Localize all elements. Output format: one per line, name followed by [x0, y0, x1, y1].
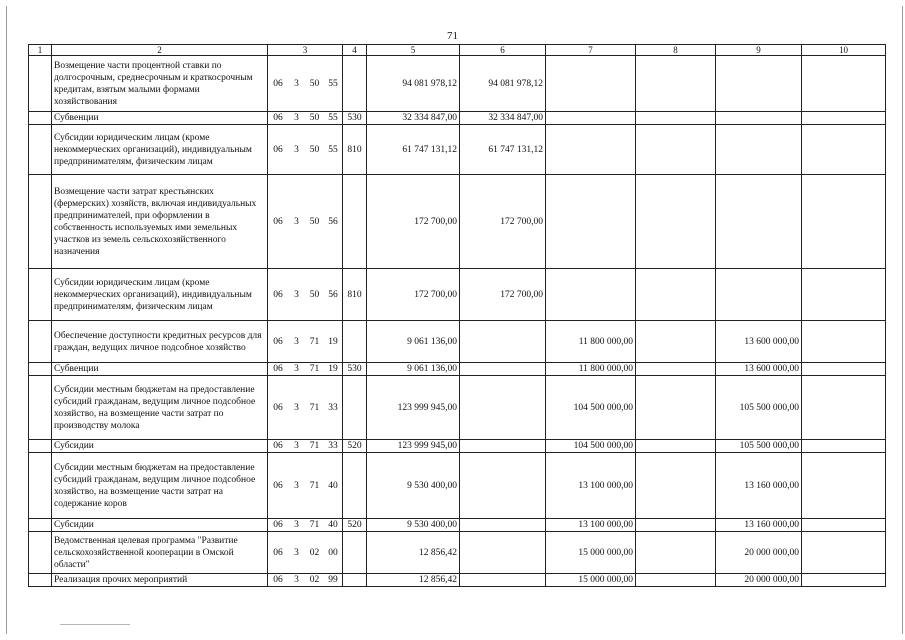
code-segment: 06 — [273, 547, 283, 558]
footer-line — [60, 624, 130, 625]
row-col5-amount: 9 530 400,00 — [367, 519, 460, 532]
row-col10-amount — [802, 574, 886, 587]
code-segment: 99 — [328, 575, 338, 585]
row-col8-amount — [636, 532, 716, 574]
row-col10-amount — [802, 519, 886, 532]
code-segment: 06 — [273, 575, 283, 585]
row-col7-amount: 15 000 000,00 — [546, 532, 636, 574]
code-segment: 06 — [273, 520, 283, 530]
row-description: Возмещение части затрат крестьянских (фермерских) хозяйств, включая индивидуальных предпринимателей, при оформлении в собственность используемых ими земельных участков из земель сельскохозяйственного назначения — [52, 175, 268, 269]
table-row — [29, 532, 886, 574]
row-code — [268, 175, 343, 269]
code-segment: 3 — [294, 113, 299, 123]
code-segment: 71 — [309, 364, 320, 374]
code-segment: 3 — [294, 441, 299, 451]
row-col9-amount: 13 600 000,00 — [716, 363, 802, 376]
code-segment: 06 — [273, 216, 283, 227]
row-description: Ведомственная целевая программа "Развитие сельскохозяйственной кооперации в Омской области" — [52, 532, 268, 574]
row-description: Субсидии — [52, 519, 268, 532]
code-segment: 50 — [309, 78, 320, 89]
row-index-cell — [29, 321, 52, 363]
row-col6-amount — [460, 453, 546, 519]
table-row — [29, 56, 886, 112]
code-segment: 50 — [309, 216, 320, 227]
header-col-6: 6 — [460, 45, 546, 56]
row-col6-amount: 172 700,00 — [460, 175, 546, 269]
row-col7-amount — [546, 125, 636, 175]
row-code — [268, 440, 343, 453]
table-row — [29, 376, 886, 440]
row-col10-amount — [802, 56, 886, 112]
row-col9-amount: 105 500 000,00 — [716, 376, 802, 440]
table-body — [29, 45, 886, 587]
code-segment: 3 — [294, 289, 299, 300]
row-code — [268, 519, 343, 532]
table-row — [29, 321, 886, 363]
code-segment: 56 — [328, 216, 338, 227]
row-col7-amount — [546, 175, 636, 269]
row-col8-amount — [636, 440, 716, 453]
row-col8-amount — [636, 175, 716, 269]
row-col7-amount: 104 500 000,00 — [546, 376, 636, 440]
row-col5-amount: 12 856,42 — [367, 574, 460, 587]
code-segment: 3 — [294, 520, 299, 530]
row-index-cell — [29, 532, 52, 574]
budget-table — [28, 44, 886, 587]
row-col9-amount: 20 000 000,00 — [716, 532, 802, 574]
code-segment: 50 — [309, 144, 320, 155]
row-col9-amount: 20 000 000,00 — [716, 574, 802, 587]
row-col7-amount: 13 100 000,00 — [546, 453, 636, 519]
code-segment: 06 — [273, 364, 283, 374]
row-description: Субвенции — [52, 112, 268, 125]
code-segment: 3 — [294, 547, 299, 558]
row-col9-amount — [716, 112, 802, 125]
row-col5-amount: 9 061 136,00 — [367, 363, 460, 376]
row-expense-type — [343, 532, 367, 574]
code-segment: 3 — [294, 575, 299, 585]
code-segment: 71 — [309, 402, 320, 413]
row-col8-amount — [636, 112, 716, 125]
code-segment: 06 — [273, 441, 283, 451]
code-segment: 06 — [273, 480, 283, 491]
row-description: Субсидии местным бюджетам на предоставление субсидий гражданам, ведущим личное подсобное хозяйство, на возмещение части затрат по производству молока — [52, 376, 268, 440]
code-segment: 71 — [309, 520, 320, 530]
page-right-edge — [902, 6, 903, 634]
row-code — [268, 574, 343, 587]
row-col10-amount — [802, 440, 886, 453]
code-segment: 02 — [309, 575, 320, 585]
row-col10-amount — [802, 112, 886, 125]
row-index-cell — [29, 269, 52, 321]
row-expense-type — [343, 574, 367, 587]
header-col-1: 1 — [29, 45, 52, 56]
code-segment: 3 — [294, 480, 299, 491]
code-segment: 19 — [328, 364, 338, 374]
row-col9-amount — [716, 125, 802, 175]
code-segment: 3 — [294, 364, 299, 374]
row-col9-amount: 13 160 000,00 — [716, 453, 802, 519]
page-number: 71 — [447, 30, 458, 42]
row-code — [268, 321, 343, 363]
row-col7-amount — [546, 112, 636, 125]
row-expense-type: 810 — [343, 269, 367, 321]
code-segment: 33 — [328, 441, 338, 451]
row-col6-amount — [460, 532, 546, 574]
row-index-cell — [29, 112, 52, 125]
code-segment: 3 — [294, 336, 299, 347]
row-code — [268, 269, 343, 321]
row-description: Субсидии юридическим лицам (кроме некоммерческих организаций), индивидуальным предпринимателям, физическим лицам — [52, 125, 268, 175]
row-index-cell — [29, 453, 52, 519]
code-segment: 50 — [309, 113, 320, 123]
code-segment: 50 — [309, 289, 320, 300]
row-col8-amount — [636, 453, 716, 519]
code-segment: 71 — [309, 480, 320, 491]
row-col5-amount: 123 999 945,00 — [367, 376, 460, 440]
row-col9-amount — [716, 56, 802, 112]
row-col9-amount: 13 600 000,00 — [716, 321, 802, 363]
row-index-cell — [29, 125, 52, 175]
row-col7-amount — [546, 56, 636, 112]
row-code — [268, 453, 343, 519]
row-col8-amount — [636, 574, 716, 587]
row-expense-type: 530 — [343, 112, 367, 125]
code-segment: 19 — [328, 336, 338, 347]
code-segment: 00 — [328, 547, 338, 558]
header-row — [29, 45, 886, 56]
row-description: Субсидии — [52, 440, 268, 453]
row-description: Субвенции — [52, 363, 268, 376]
row-col6-amount — [460, 519, 546, 532]
row-col10-amount — [802, 321, 886, 363]
table-row — [29, 440, 886, 453]
row-col7-amount: 15 000 000,00 — [546, 574, 636, 587]
header-col-7: 7 — [546, 45, 636, 56]
header-col-9: 9 — [716, 45, 802, 56]
code-segment: 06 — [273, 289, 283, 300]
row-col8-amount — [636, 363, 716, 376]
row-col5-amount: 172 700,00 — [367, 269, 460, 321]
row-col6-amount — [460, 363, 546, 376]
row-col8-amount — [636, 269, 716, 321]
table-row — [29, 574, 886, 587]
code-segment: 3 — [294, 144, 299, 155]
header-col-4: 4 — [343, 45, 367, 56]
row-col5-amount: 12 856,42 — [367, 532, 460, 574]
row-col7-amount: 104 500 000,00 — [546, 440, 636, 453]
code-segment: 06 — [273, 336, 283, 347]
row-expense-type: 530 — [343, 363, 367, 376]
code-segment: 06 — [273, 144, 283, 155]
row-description: Возмещение части процентной ставки по долгосрочным, среднесрочным и краткосрочным кредитам, взятым малыми формами хозяйствования — [52, 56, 268, 112]
code-segment: 56 — [328, 289, 338, 300]
row-expense-type: 810 — [343, 125, 367, 175]
table-row — [29, 453, 886, 519]
row-col6-amount: 94 081 978,12 — [460, 56, 546, 112]
code-segment: 55 — [328, 113, 338, 123]
row-expense-type — [343, 56, 367, 112]
table-row — [29, 175, 886, 269]
code-segment: 71 — [309, 336, 320, 347]
row-description: Субсидии юридическим лицам (кроме некоммерческих организаций), индивидуальным предпринимателям, физическим лицам — [52, 269, 268, 321]
row-col5-amount: 32 334 847,00 — [367, 112, 460, 125]
row-col6-amount — [460, 440, 546, 453]
header-col-3: 3 — [268, 45, 343, 56]
header-col-2: 2 — [52, 45, 268, 56]
row-expense-type — [343, 321, 367, 363]
row-description: Субсидии местным бюджетам на предоставление субсидий гражданам, ведущим личное подсобное хозяйство, на возмещение части затрат на содержание коров — [52, 453, 268, 519]
row-index-cell — [29, 440, 52, 453]
row-col5-amount: 9 530 400,00 — [367, 453, 460, 519]
row-expense-type: 520 — [343, 519, 367, 532]
row-col7-amount — [546, 269, 636, 321]
row-index-cell — [29, 574, 52, 587]
code-segment: 3 — [294, 78, 299, 89]
row-col10-amount — [802, 532, 886, 574]
row-col6-amount — [460, 574, 546, 587]
row-expense-type — [343, 175, 367, 269]
row-col6-amount: 61 747 131,12 — [460, 125, 546, 175]
row-code — [268, 112, 343, 125]
code-segment: 40 — [328, 520, 338, 530]
row-col8-amount — [636, 321, 716, 363]
row-code — [268, 125, 343, 175]
row-col9-amount — [716, 269, 802, 321]
row-col10-amount — [802, 453, 886, 519]
row-col6-amount: 172 700,00 — [460, 269, 546, 321]
row-col8-amount — [636, 125, 716, 175]
page-left-edge — [6, 6, 7, 634]
row-col8-amount — [636, 519, 716, 532]
row-col5-amount: 61 747 131,12 — [367, 125, 460, 175]
code-segment: 33 — [328, 402, 338, 413]
row-col6-amount — [460, 376, 546, 440]
row-col10-amount — [802, 376, 886, 440]
row-index-cell — [29, 363, 52, 376]
row-col7-amount: 11 800 000,00 — [546, 363, 636, 376]
row-col5-amount: 172 700,00 — [367, 175, 460, 269]
row-col7-amount: 11 800 000,00 — [546, 321, 636, 363]
code-segment: 06 — [273, 78, 283, 89]
row-code — [268, 376, 343, 440]
row-col6-amount: 32 334 847,00 — [460, 112, 546, 125]
row-expense-type — [343, 453, 367, 519]
header-col-5: 5 — [367, 45, 460, 56]
row-expense-type — [343, 376, 367, 440]
row-index-cell — [29, 519, 52, 532]
row-col8-amount — [636, 376, 716, 440]
row-col9-amount: 105 500 000,00 — [716, 440, 802, 453]
row-col9-amount: 13 160 000,00 — [716, 519, 802, 532]
code-segment: 3 — [294, 402, 299, 413]
row-expense-type: 520 — [343, 440, 367, 453]
row-col10-amount — [802, 175, 886, 269]
row-col5-amount: 9 061 136,00 — [367, 321, 460, 363]
row-index-cell — [29, 56, 52, 112]
row-col6-amount — [460, 321, 546, 363]
row-col7-amount: 13 100 000,00 — [546, 519, 636, 532]
table-row — [29, 363, 886, 376]
row-col10-amount — [802, 363, 886, 376]
table-row — [29, 112, 886, 125]
row-index-cell — [29, 376, 52, 440]
code-segment: 06 — [273, 113, 283, 123]
row-col5-amount: 94 081 978,12 — [367, 56, 460, 112]
row-col5-amount: 123 999 945,00 — [367, 440, 460, 453]
row-code — [268, 56, 343, 112]
code-segment: 06 — [273, 402, 283, 413]
code-segment: 55 — [328, 78, 338, 89]
table-row — [29, 519, 886, 532]
row-col10-amount — [802, 269, 886, 321]
table-row — [29, 269, 886, 321]
row-col8-amount — [636, 56, 716, 112]
row-description: Реализация прочих мероприятий — [52, 574, 268, 587]
code-segment: 55 — [328, 144, 338, 155]
row-code — [268, 363, 343, 376]
code-segment: 3 — [294, 216, 299, 227]
code-segment: 40 — [328, 480, 338, 491]
code-segment: 02 — [309, 547, 320, 558]
row-col10-amount — [802, 125, 886, 175]
code-segment: 71 — [309, 441, 320, 451]
header-col-10: 10 — [802, 45, 886, 56]
header-col-8: 8 — [636, 45, 716, 56]
row-col9-amount — [716, 175, 802, 269]
row-index-cell — [29, 175, 52, 269]
table-row — [29, 125, 886, 175]
row-description: Обеспечение доступности кредитных ресурсов для граждан, ведущих личное подсобное хозяйство — [52, 321, 268, 363]
row-code — [268, 532, 343, 574]
